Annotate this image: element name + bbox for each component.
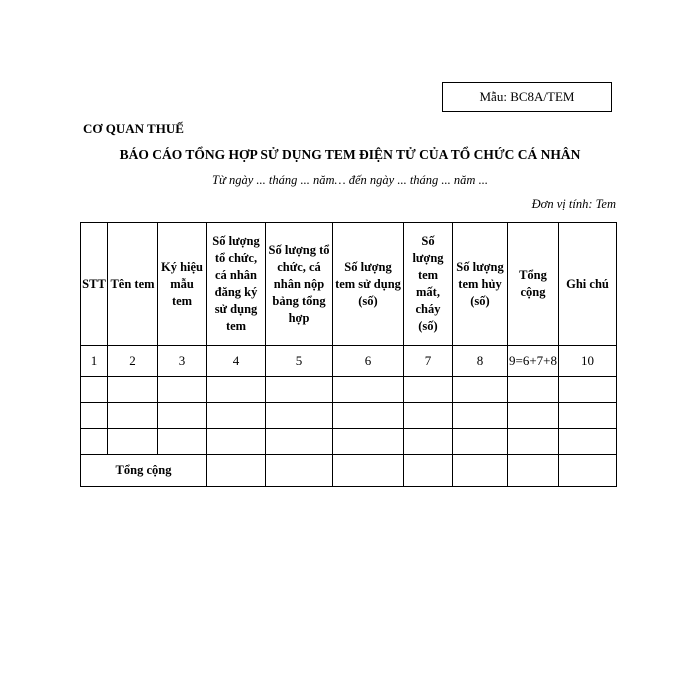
header-stamp-symbol: Ký hiệu mẫu tem (158, 223, 207, 346)
agency-label: CƠ QUAN THUẾ (83, 121, 184, 136)
table-cell (81, 403, 108, 429)
total-row (81, 455, 617, 487)
column-number: 7 (404, 346, 453, 377)
table-cell (559, 377, 617, 403)
form-code: Mẫu: BC8A/TEM (479, 89, 575, 104)
table-cell (508, 429, 559, 455)
table-cell (81, 377, 108, 403)
table-cell (333, 403, 404, 429)
header-total: Tổng cộng (508, 223, 559, 346)
table-cell (453, 403, 508, 429)
column-number: 5 (266, 346, 333, 377)
table-cell (81, 429, 108, 455)
table-cell (453, 429, 508, 455)
table-cell (266, 377, 333, 403)
header-submitting-orgs: Số lượng tổ chức, cá nhân nộp bảng tổng hợp (266, 223, 333, 346)
header-notes: Ghi chú (559, 223, 617, 346)
table-cell (453, 455, 508, 487)
report-table (80, 222, 617, 487)
table-cell (207, 429, 266, 455)
table-cell (108, 377, 158, 403)
header-stamps-lost: Số lượng tem mất, cháy (số) (404, 223, 453, 346)
column-number: 6 (333, 346, 404, 377)
table-row (81, 429, 617, 455)
total-label: Tổng cộng (81, 455, 207, 487)
table-cell (559, 403, 617, 429)
table-cell (207, 377, 266, 403)
header-registered-orgs: Số lượng tổ chức, cá nhân đăng ký sử dụng tem (207, 223, 266, 346)
table-cell (508, 455, 559, 487)
column-number-row (81, 346, 617, 377)
column-number: 1 (81, 346, 108, 377)
table-cell (404, 429, 453, 455)
header-stamps-cancelled: Số lượng tem hủy (số) (453, 223, 508, 346)
table-cell (266, 455, 333, 487)
table-row (81, 377, 617, 403)
column-number: 3 (158, 346, 207, 377)
form-code-box (442, 82, 612, 112)
table-cell (453, 377, 508, 403)
table-cell (404, 377, 453, 403)
report-title: BÁO CÁO TỔNG HỢP SỬ DỤNG TEM ĐIỆN TỬ CỦA TỔ CHỨC CÁ NHÂN (119, 147, 581, 162)
table-cell (333, 429, 404, 455)
table-cell (266, 429, 333, 455)
table-cell (266, 403, 333, 429)
header-stt: STT (81, 223, 108, 346)
table-cell (559, 455, 617, 487)
column-number: 9=6+7+8 (508, 346, 559, 377)
table-cell (404, 455, 453, 487)
table-cell (108, 403, 158, 429)
table-cell (158, 429, 207, 455)
header-stamp-name: Tên tem (108, 223, 158, 346)
header-stamps-used: Số lượng tem sử dụng (số) (333, 223, 404, 346)
table-cell (508, 403, 559, 429)
column-number: 10 (559, 346, 617, 377)
column-number: 4 (207, 346, 266, 377)
table-cell (404, 403, 453, 429)
table-cell (207, 455, 266, 487)
report-period: Từ ngày ... tháng ... năm… đến ngày ... tháng ... năm ... (212, 173, 488, 187)
table-cell (559, 429, 617, 455)
table-row (81, 403, 617, 429)
unit-of-measure: Đơn vị tính: Tem (531, 197, 616, 211)
table-cell (108, 429, 158, 455)
column-number: 8 (453, 346, 508, 377)
header-row (81, 223, 617, 346)
table-cell (207, 403, 266, 429)
table-cell (333, 377, 404, 403)
column-number: 2 (108, 346, 158, 377)
table-cell (158, 377, 207, 403)
table-cell (508, 377, 559, 403)
table-cell (333, 455, 404, 487)
table-cell (158, 403, 207, 429)
